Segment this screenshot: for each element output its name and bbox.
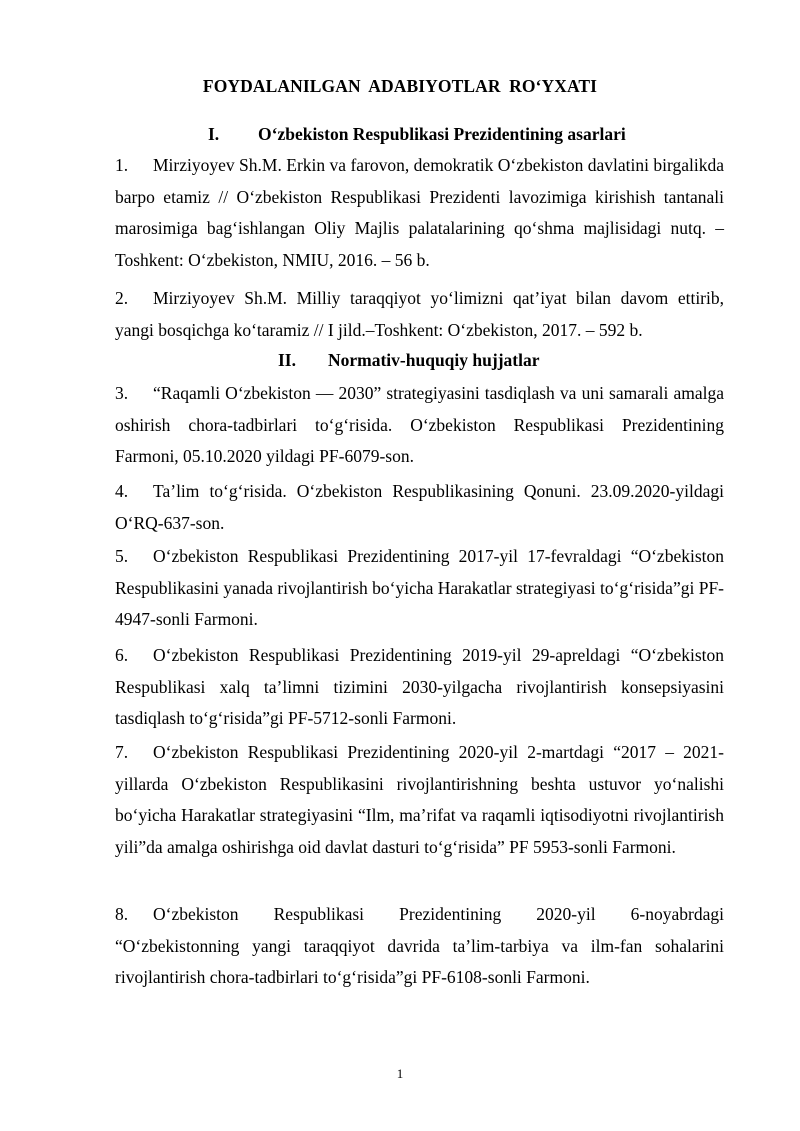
entry-number: 7.	[115, 742, 129, 762]
entry-text: Mirziyoyev Sh.M. Milliy taraqqiyot yo‘limizni qat’iyat bilan davom ettirib, yangi bosqichga ko‘taramiz // I jild.–Toshkent: O‘zbekiston, 2017. – 592 b.	[115, 288, 724, 340]
section-title: O‘zbekiston Respublikasi Prezidentining asarlari	[258, 124, 626, 144]
entry-number: 8.	[115, 904, 129, 924]
entry-text: O‘zbekiston Respublikasi Prezidentining 2017-yil 17-fevraldagi “O‘zbekiston Respublikasini yanada rivojlantirish bo‘yicha Harakatlar strategiyasi to‘g‘risida”gi PF-4947-sonli Farmoni.	[115, 546, 724, 629]
entry-text: O‘zbekiston Respublikasi Prezidentining 2020-yil 2-martdagi “2017 – 2021-yillarda O‘zbekiston Respublikasini rivojlantirishning beshta ustuvor yo‘nalishi bo‘yicha Harakatlar strategiyasini “Ilm, ma’rifat va raqamli iqtisodiyotni rivojlantirish yili”da amalga oshirishga oid davlat dasturi to‘g‘risida” PF 5953-sonli Farmoni.	[115, 742, 724, 857]
entry-number: 2.	[115, 288, 129, 308]
entry-number: 4.	[115, 481, 129, 501]
entry-number: 3.	[115, 383, 129, 403]
section-numeral: I.	[208, 124, 220, 144]
reference-entry-5	[115, 541, 724, 636]
entry-number: 5.	[115, 546, 129, 566]
section-title: Normativ-huquqiy hujjatlar	[328, 350, 540, 370]
entry-text: Ta’lim to‘g‘risida. O‘zbekiston Respublikasining Qonuni. 23.09.2020-yildagi O‘RQ-637-son.	[115, 481, 724, 533]
section-heading-1	[208, 124, 626, 145]
reference-entry-7	[115, 737, 724, 863]
entry-number: 1.	[115, 155, 129, 175]
reference-entry-3	[115, 378, 724, 473]
entry-number: 6.	[115, 645, 129, 665]
entry-text: O‘zbekiston Respublikasi Prezidentining 2020-yil 6-noyabrdagi “O‘zbekistonning yangi taraqqiyot davrida ta’lim-tarbiya va ilm-fan sohalarini rivojlantirish chora-tadbirlari to‘g‘risida”gi PF-6108-sonli Farmoni.	[115, 904, 724, 987]
reference-entry-2	[115, 283, 724, 346]
document-title: FOYDALANILGAN ADABIYOTLAR RO‘YXATI	[202, 76, 598, 96]
reference-entry-8	[115, 899, 724, 994]
entry-text: Mirziyoyev Sh.M. Erkin va farovon, demokratik O‘zbekiston davlatini birgalikda barpo etamiz // O‘zbekiston Respublikasi Prezidenti lavozimiga kirishish tantanali marosimiga bag‘ishlangan Oliy Majlis palatalarining qo‘shma majlisidagi nutq. – Toshkent: O‘zbekiston, NMIU, 2016. – 56 b.	[115, 155, 724, 270]
page-number: 1	[396, 1066, 404, 1081]
section-numeral: II.	[278, 350, 296, 370]
reference-entry-6	[115, 640, 724, 735]
entry-text: “Raqamli O‘zbekiston — 2030” strategiyasini tasdiqlash va uni samarali amalga oshirish chora-tadbirlari to‘g‘risida. O‘zbekiston Respublikasi Prezidentining Farmoni, 05.10.2020 yildagi PF-6079-son.	[115, 383, 724, 466]
reference-entry-1	[115, 150, 724, 276]
entry-text: O‘zbekiston Respublikasi Prezidentining 2019-yil 29-apreldagi “O‘zbekiston Respublikasi xalq ta’limni tizimini 2030-yilgacha rivojlantirish konsepsiyasini tasdiqlash to‘g‘risida”gi PF-5712-sonli Farmoni.	[115, 645, 724, 728]
reference-entry-4	[115, 476, 724, 539]
section-heading-2	[278, 350, 539, 371]
